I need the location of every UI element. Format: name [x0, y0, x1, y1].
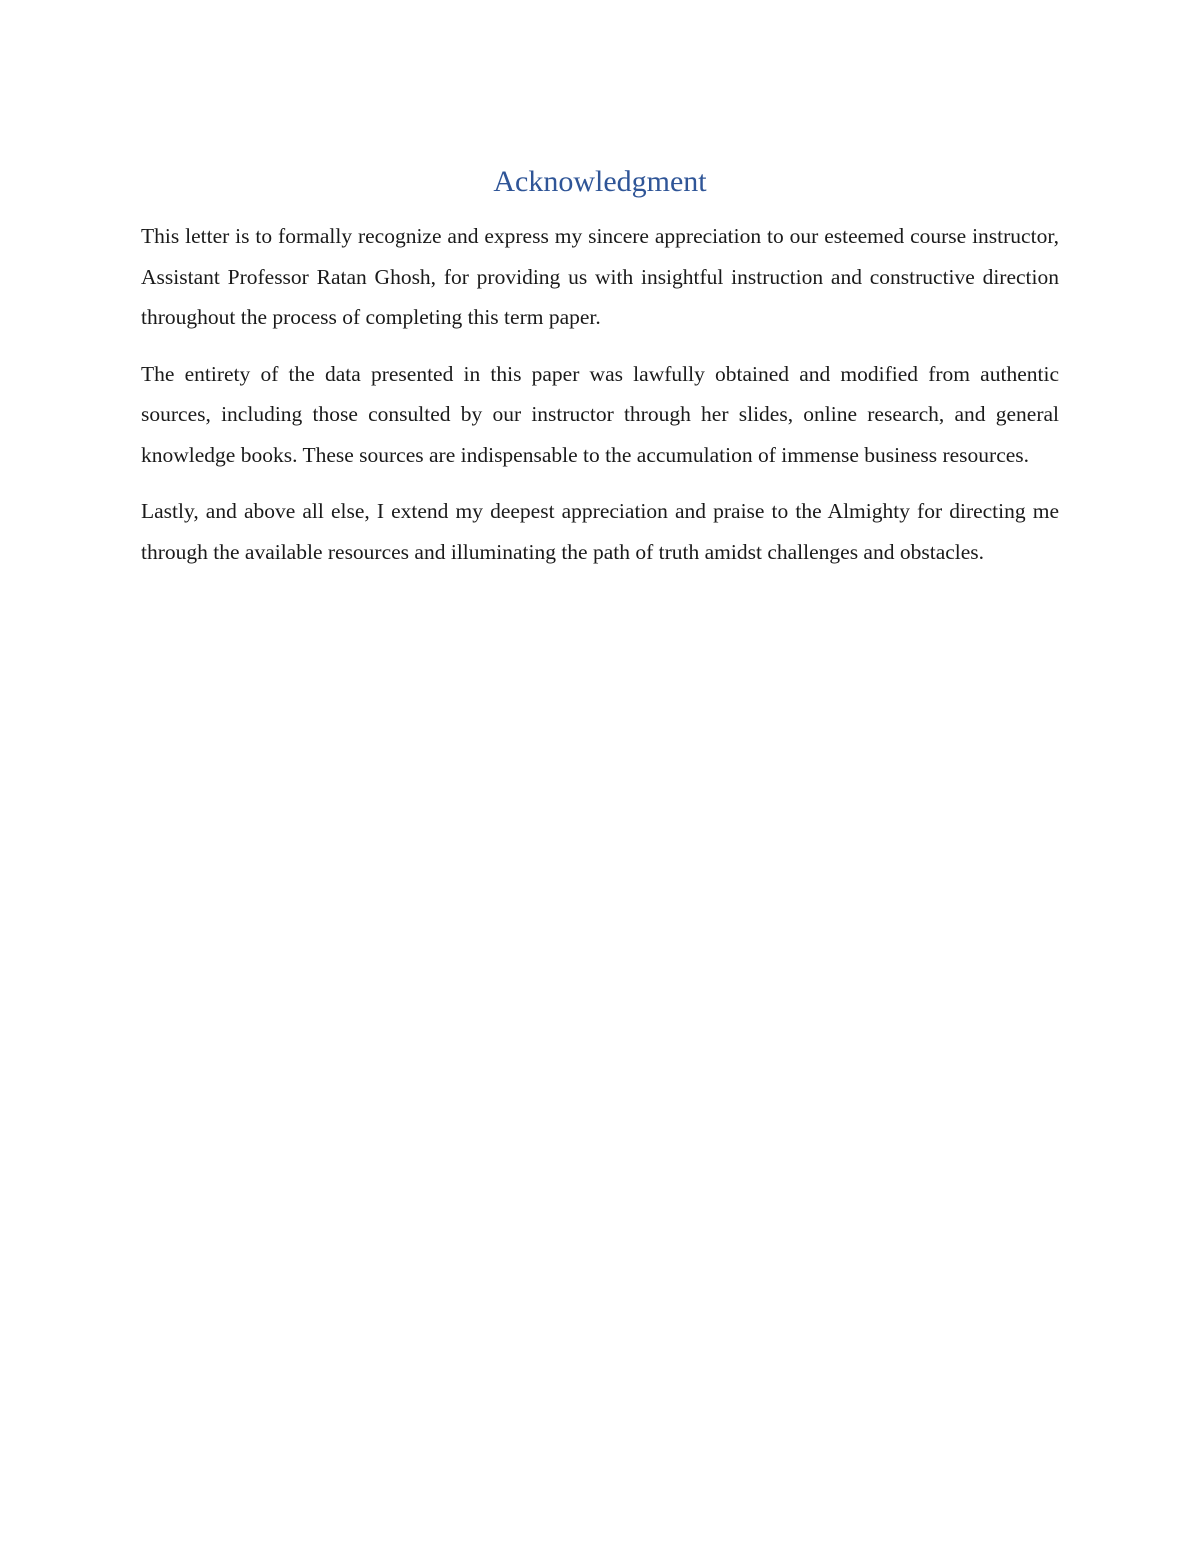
paragraph-almighty-praise: Lastly, and above all else, I extend my deepest appreciation and praise to the Almighty for directing me through the available resources and illuminating the path of truth amidst challenges and obstacles. [141, 499, 1059, 564]
paragraph-data-sources: The entirety of the data presented in this paper was lawfully obtained and modified from authentic sources, including those consulted by our instructor through her slides, online research, and general knowledge books. These sources are indispensable to the accumulation of immense business resources. [141, 361, 1059, 467]
page-title: Acknowledgment [493, 165, 707, 198]
document-content [141, 160, 1059, 588]
paragraph-appreciation-instructor: This letter is to formally recognize and express my sincere appreciation to our esteemed course instructor, Assistant Professor Ratan Ghosh, for providing us with insightful instruction and constructive direction throughout the process of completing this term paper. [141, 224, 1059, 329]
